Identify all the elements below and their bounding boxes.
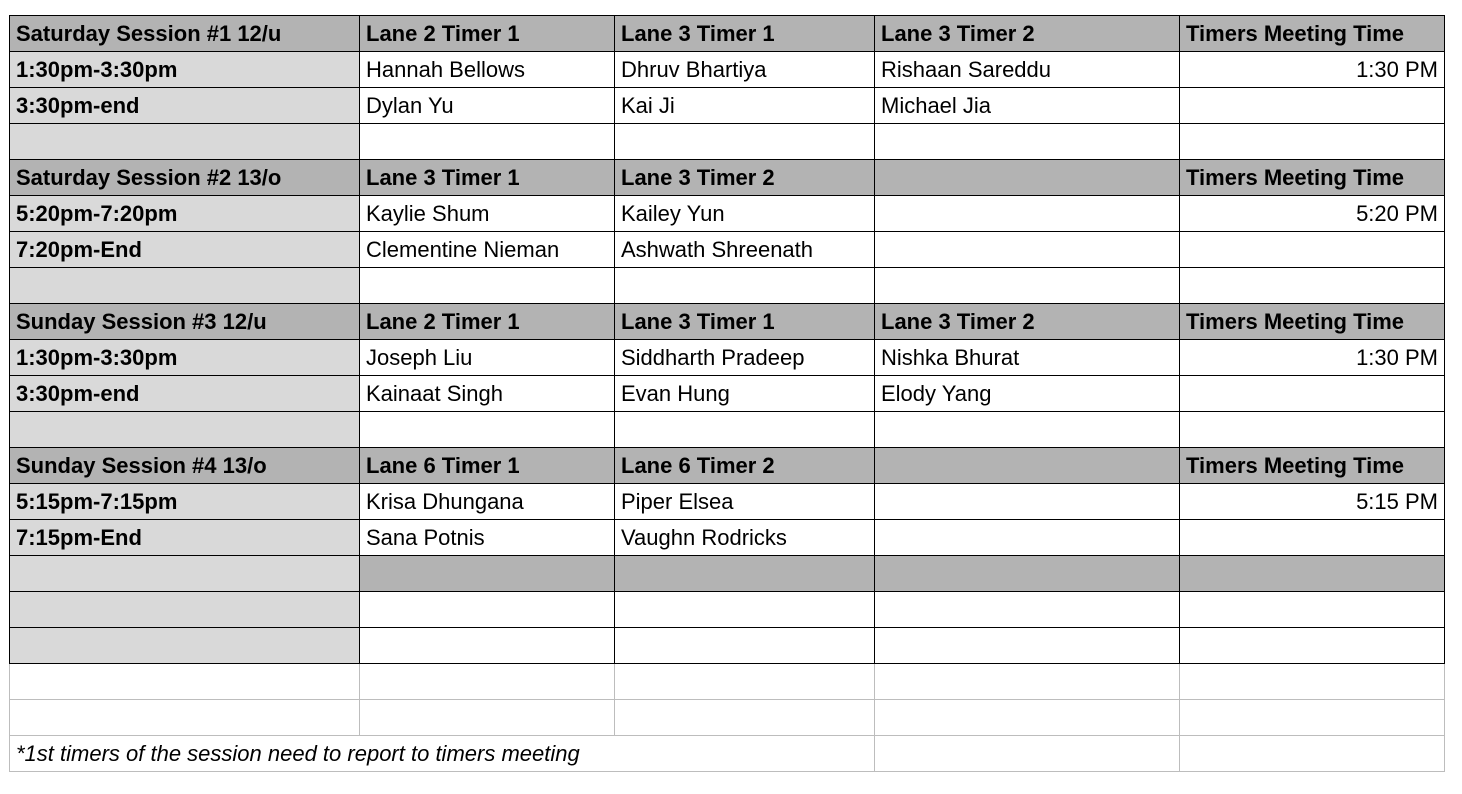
spacer-row — [10, 124, 1445, 160]
empty-cell[interactable] — [360, 412, 615, 448]
timer-cell[interactable]: Siddharth Pradeep — [615, 340, 875, 376]
session-header-row — [10, 16, 1445, 52]
meeting-time-cell[interactable]: 1:30 PM — [1180, 340, 1445, 376]
table-row — [10, 520, 1445, 556]
timer-cell[interactable]: Clementine Nieman — [360, 232, 615, 268]
spacer-row — [10, 412, 1445, 448]
empty-cell[interactable] — [1180, 592, 1445, 628]
empty-cell[interactable] — [1180, 124, 1445, 160]
timer-cell[interactable]: Elody Yang — [875, 376, 1180, 412]
table-row — [10, 340, 1445, 376]
empty-cell[interactable] — [10, 412, 360, 448]
empty-cell[interactable] — [1180, 268, 1445, 304]
empty-cell[interactable] — [615, 592, 875, 628]
empty-cell[interactable] — [10, 556, 360, 592]
empty-cell[interactable] — [360, 700, 615, 736]
empty-row — [10, 556, 1445, 592]
meeting-time-cell[interactable] — [1180, 232, 1445, 268]
empty-cell[interactable] — [360, 664, 615, 700]
timer-cell[interactable]: Hannah Bellows — [360, 52, 615, 88]
table-row — [10, 196, 1445, 232]
time-slot-cell[interactable]: 1:30pm-3:30pm — [10, 340, 360, 376]
timer-cell[interactable]: Kai Ji — [615, 88, 875, 124]
timer-cell[interactable]: Dhruv Bhartiya — [615, 52, 875, 88]
empty-cell[interactable] — [1180, 628, 1445, 664]
empty-cell[interactable] — [1180, 664, 1445, 700]
meeting-time-cell[interactable] — [1180, 88, 1445, 124]
empty-cell[interactable] — [1180, 556, 1445, 592]
empty-cell[interactable] — [615, 700, 875, 736]
empty-row — [10, 628, 1445, 664]
timer-cell[interactable]: Krisa Dhungana — [360, 484, 615, 520]
empty-row — [10, 592, 1445, 628]
timer-cell[interactable]: Nishka Bhurat — [875, 340, 1180, 376]
time-slot-cell[interactable]: 3:30pm-end — [10, 376, 360, 412]
empty-cell[interactable] — [875, 124, 1180, 160]
table-row — [10, 52, 1445, 88]
column-header[interactable]: Lane 3 Timer 1 — [615, 304, 875, 340]
meeting-time-cell[interactable]: 1:30 PM — [1180, 52, 1445, 88]
column-header[interactable]: Timers Meeting Time — [1180, 304, 1445, 340]
empty-cell[interactable] — [1180, 412, 1445, 448]
empty-cell[interactable] — [615, 556, 875, 592]
empty-cell[interactable] — [875, 736, 1180, 772]
empty-cell[interactable] — [10, 700, 360, 736]
empty-cell[interactable] — [875, 664, 1180, 700]
timer-cell[interactable]: Michael Jia — [875, 88, 1180, 124]
timer-cell[interactable] — [875, 232, 1180, 268]
timer-cell[interactable]: Evan Hung — [615, 376, 875, 412]
empty-cell[interactable] — [615, 664, 875, 700]
time-slot-cell[interactable]: 5:20pm-7:20pm — [10, 196, 360, 232]
column-header[interactable]: Lane 2 Timer 1 — [360, 16, 615, 52]
empty-cell[interactable] — [875, 592, 1180, 628]
table-row — [10, 88, 1445, 124]
column-header[interactable]: Lane 3 Timer 2 — [615, 160, 875, 196]
empty-cell[interactable] — [615, 124, 875, 160]
session-title[interactable]: Saturday Session #1 12/u — [10, 16, 360, 52]
footnote-row — [10, 736, 1445, 772]
empty-cell[interactable] — [875, 700, 1180, 736]
timer-cell[interactable] — [875, 484, 1180, 520]
footnote[interactable]: *1st timers of the session need to report to timers meeting — [10, 736, 875, 772]
column-header[interactable] — [875, 448, 1180, 484]
session-title[interactable]: Sunday Session #3 12/u — [10, 304, 360, 340]
timer-cell[interactable] — [875, 520, 1180, 556]
meeting-time-cell[interactable]: 5:20 PM — [1180, 196, 1445, 232]
column-header[interactable]: Lane 3 Timer 2 — [875, 16, 1180, 52]
empty-cell[interactable] — [10, 268, 360, 304]
empty-cell[interactable] — [875, 268, 1180, 304]
time-slot-cell[interactable]: 5:15pm-7:15pm — [10, 484, 360, 520]
empty-cell[interactable] — [10, 664, 360, 700]
meeting-time-cell[interactable]: 5:15 PM — [1180, 484, 1445, 520]
session-title[interactable]: Sunday Session #4 13/o — [10, 448, 360, 484]
empty-row — [10, 700, 1445, 736]
meeting-time-cell[interactable] — [1180, 376, 1445, 412]
time-slot-cell[interactable]: 1:30pm-3:30pm — [10, 52, 360, 88]
empty-cell[interactable] — [360, 592, 615, 628]
timer-cell[interactable]: Vaughn Rodricks — [615, 520, 875, 556]
empty-cell[interactable] — [875, 412, 1180, 448]
timer-cell[interactable]: Ashwath Shreenath — [615, 232, 875, 268]
table-row — [10, 376, 1445, 412]
column-header[interactable]: Lane 3 Timer 1 — [360, 160, 615, 196]
table-row — [10, 232, 1445, 268]
column-header[interactable]: Lane 6 Timer 2 — [615, 448, 875, 484]
column-header[interactable]: Timers Meeting Time — [1180, 448, 1445, 484]
session-header-row — [10, 304, 1445, 340]
timer-schedule-table — [9, 15, 1445, 772]
timer-cell[interactable]: Kailey Yun — [615, 196, 875, 232]
session-header-row — [10, 160, 1445, 196]
column-header[interactable] — [875, 160, 1180, 196]
empty-cell[interactable] — [10, 592, 360, 628]
column-header[interactable]: Lane 3 Timer 2 — [875, 304, 1180, 340]
timer-cell[interactable]: Dylan Yu — [360, 88, 615, 124]
session-header-row — [10, 448, 1445, 484]
empty-cell[interactable] — [360, 124, 615, 160]
time-slot-cell[interactable]: 7:15pm-End — [10, 520, 360, 556]
meeting-time-cell[interactable] — [1180, 520, 1445, 556]
empty-cell[interactable] — [1180, 700, 1445, 736]
timer-cell[interactable]: Rishaan Sareddu — [875, 52, 1180, 88]
timer-cell[interactable]: Sana Potnis — [360, 520, 615, 556]
empty-cell[interactable] — [360, 268, 615, 304]
column-header[interactable]: Timers Meeting Time — [1180, 16, 1445, 52]
spacer-row — [10, 268, 1445, 304]
column-header[interactable]: Lane 2 Timer 1 — [360, 304, 615, 340]
empty-cell[interactable] — [10, 628, 360, 664]
timer-cell[interactable]: Kainaat Singh — [360, 376, 615, 412]
empty-row — [10, 664, 1445, 700]
column-header[interactable]: Lane 3 Timer 1 — [615, 16, 875, 52]
timer-cell[interactable]: Piper Elsea — [615, 484, 875, 520]
column-header[interactable]: Lane 6 Timer 1 — [360, 448, 615, 484]
empty-cell[interactable] — [615, 412, 875, 448]
table-row — [10, 484, 1445, 520]
time-slot-cell[interactable]: 7:20pm-End — [10, 232, 360, 268]
timer-cell[interactable]: Kaylie Shum — [360, 196, 615, 232]
empty-cell[interactable] — [360, 628, 615, 664]
empty-cell[interactable] — [615, 628, 875, 664]
timer-cell[interactable] — [875, 196, 1180, 232]
empty-cell[interactable] — [10, 124, 360, 160]
session-title[interactable]: Saturday Session #2 13/o — [10, 160, 360, 196]
time-slot-cell[interactable]: 3:30pm-end — [10, 88, 360, 124]
timer-cell[interactable]: Joseph Liu — [360, 340, 615, 376]
empty-cell[interactable] — [1180, 736, 1445, 772]
empty-cell[interactable] — [615, 268, 875, 304]
column-header[interactable]: Timers Meeting Time — [1180, 160, 1445, 196]
empty-cell[interactable] — [875, 556, 1180, 592]
empty-cell[interactable] — [360, 556, 615, 592]
table-body — [10, 16, 1445, 772]
empty-cell[interactable] — [875, 628, 1180, 664]
